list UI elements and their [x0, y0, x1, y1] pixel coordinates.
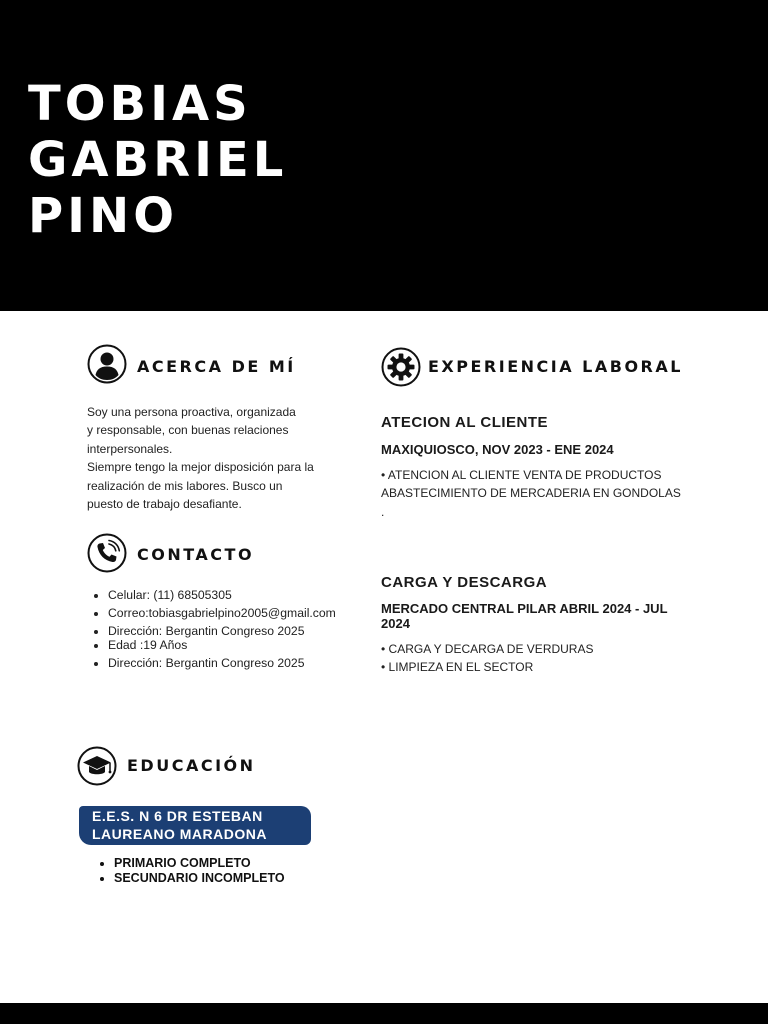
- education-item: • PRIMARIO COMPLETO: [114, 856, 285, 871]
- about-line: interpersonales.: [87, 441, 173, 456]
- gear-icon: [381, 347, 421, 387]
- about-line: puesto de trabajo desafiante.: [87, 497, 242, 512]
- about-text: [87, 403, 347, 513]
- education-title: EDUCACIÓN: [127, 756, 256, 775]
- job-title: ATECION AL CLIENTE: [381, 414, 549, 431]
- job-desc-line: .: [381, 504, 385, 519]
- contact-phone: • Celular: (11) 68505305: [108, 587, 388, 603]
- contact-list: [87, 587, 388, 671]
- name-line: TOBIAS: [28, 76, 252, 132]
- about-line: Soy una persona proactiva, organizada: [87, 405, 296, 419]
- job-description: [381, 466, 701, 521]
- about-line: y responsable, con buenas relaciones: [87, 423, 289, 438]
- about-title: ACERCA DE MÍ: [137, 357, 296, 376]
- contact-email: • Correo:tobiasgabrielpino2005@gmail.com: [108, 605, 388, 621]
- contact-age: • Edad :19 Años: [108, 637, 388, 653]
- full-name: [28, 76, 287, 244]
- job-desc-line: • LIMPIEZA EN EL SECTOR: [381, 660, 534, 674]
- school-name-badge: [79, 806, 311, 845]
- education-list: [93, 856, 285, 886]
- contact-address: • Dirección: Bergantin Congreso 2025: [108, 655, 388, 671]
- contact-address: • Dirección: Bergantin Congreso 2025: [108, 623, 388, 639]
- education-item: • SECUNDARIO INCOMPLETO: [114, 871, 285, 886]
- name-line: PINO: [28, 188, 179, 244]
- school-line: E.E.S. N 6 DR ESTEBAN: [92, 808, 263, 824]
- job-employer-dates: MAXIQUIOSCO, NOV 2023 - ENE 2024: [381, 442, 614, 457]
- job-title: CARGA Y DESCARGA: [381, 574, 548, 591]
- job-desc-line: • CARGA Y DECARGA DE VERDURAS: [381, 642, 594, 656]
- phone-icon: [87, 533, 127, 573]
- graduation-cap-icon: [77, 746, 117, 786]
- job-employer-dates: MERCADO CENTRAL PILAR ABRIL 2024 - JUL 2024: [381, 601, 668, 631]
- school-line: LAUREANO MARADONA: [92, 826, 267, 842]
- contact-title: CONTACTO: [137, 545, 255, 564]
- job-description: [381, 640, 701, 676]
- footer-bar: [0, 1003, 768, 1024]
- user-icon: [87, 344, 127, 384]
- name-line: GABRIEL: [28, 132, 288, 188]
- about-line: realización de mis labores. Busco un: [87, 478, 283, 493]
- job-desc-line: • ATENCION AL CLIENTE VENTA DE PRODUCTOS: [381, 468, 662, 482]
- header-banner: [0, 0, 768, 311]
- about-line: Siempre tengo la mejor disposición para la: [87, 460, 314, 475]
- job-desc-line: ABASTECIMIENTO DE MERCADERIA EN GONDOLAS: [381, 486, 681, 501]
- experience-title: EXPERIENCIA LABORAL: [428, 357, 683, 376]
